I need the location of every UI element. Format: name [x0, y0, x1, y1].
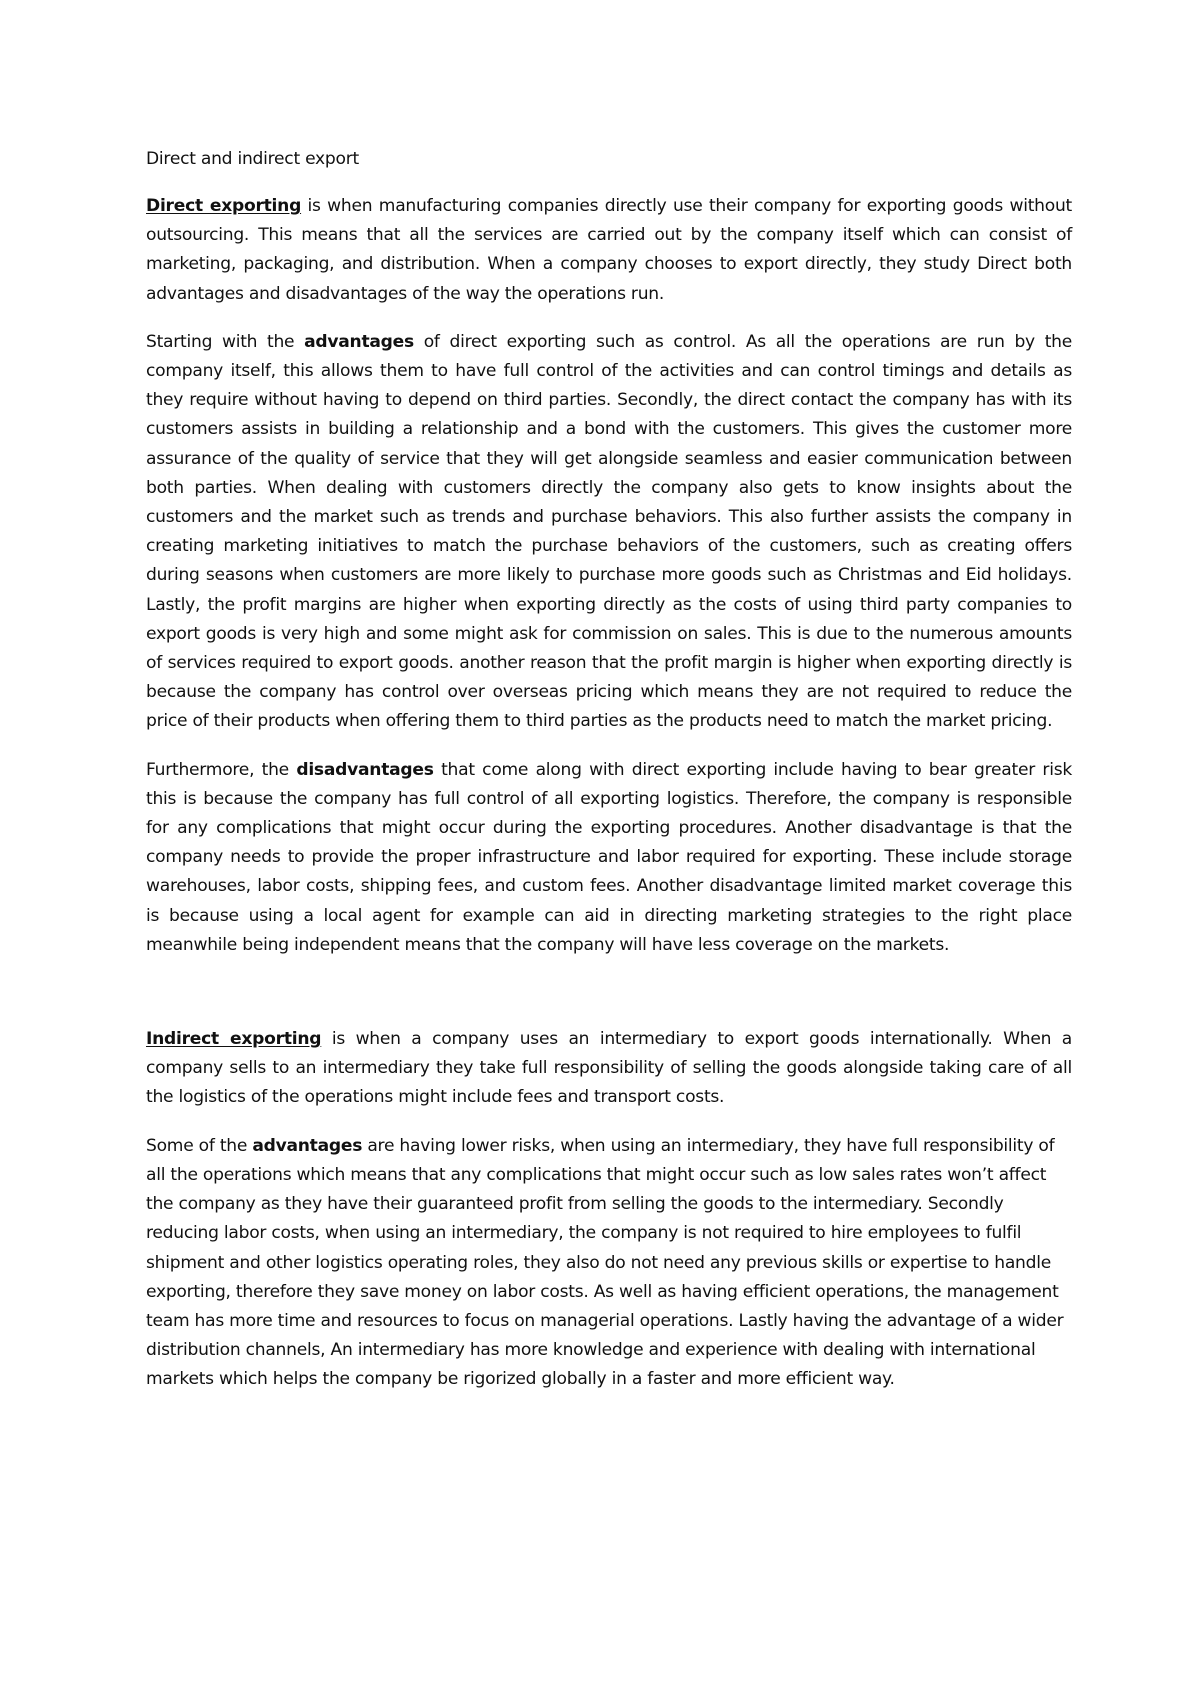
direct-exporting-definition-paragraph [146, 192, 1072, 309]
direct-disadvantages-paragraph [146, 756, 1072, 960]
document-title: Direct and indirect export [146, 149, 359, 169]
direct-disadvantages-lead: Furthermore, the [146, 759, 297, 780]
direct-advantages-keyword: advantages [304, 331, 414, 352]
direct-exporting-term: Direct exporting [146, 196, 302, 216]
direct-disadvantages-keyword: disadvantages [296, 759, 434, 780]
indirect-exporting-definition-text: is when a company uses an intermediary to export goods internationally. When a company sells to an intermediary they take full responsibility of selling the goods alongside taking care of all the logistics of the operations might include fees and transport costs. [146, 1029, 1072, 1108]
section-spacer [146, 979, 1072, 1025]
indirect-exporting-term: Indirect exporting [146, 1029, 322, 1050]
direct-advantages-text: of direct exporting such as control. As all the operations are run by the company itself, this allows them to have full control of the activities and can control timings and details as they require without having to depend on third parties. Secondly, the direct contact the company has with its customers assists in building a relationship and a bond with the customers. This gives the customer more assurance of the quality of service that they will get alongside seamless and easier communication between both parties. When dealing with customers directly the company also gets to know insights about the customers and the market such as trends and purchase behaviors. This also further assists the company in creating marketing initiatives to match the purchase behaviors of the customers, such as creating offers during seasons when customers are more likely to purchase more goods such as Christmas and Eid holidays. Lastly, the profit margins are higher when exporting directly as the costs of using third party companies to export goods is very high and some might ask for commission on sales. This is due to the numerous amounts of services required to export goods. another reason that the profit margin is higher when exporting directly is because the company has control over overseas pricing which means they are not required to reduce the price of their products when offering them to third parties as the products need to match the market pricing. [146, 331, 1072, 732]
indirect-advantages-keyword: advantages [252, 1135, 363, 1156]
direct-exporting-definition-text: is when manufacturing companies directly use their company for exporting goods without outsourcing. This means that all the services are carried out by the company itself which can consist of marketing, packaging, and distribution. When a company chooses to export directly, they study Direct both advantages and disadvantages of the way the operations run. [146, 196, 1072, 304]
indirect-advantages-text: are having lower risks, when using an intermediary, they have full responsibility of all the operations which means that any complications that might occur such as low sales rates won’t affect the company as they have their guaranteed profit from selling the goods to the intermediary. Secondly reducing labor costs, when using an intermediary, the company is not required to hire employees to fulfil shipment and other logistics operating roles, they also do not need any previous skills or expertise to handle exporting, therefore they save money on labor costs. As well as having efficient operations, the management team has more time and resources to focus on managerial operations. Lastly having the advantage of a wider distribution channels, An intermediary has more knowledge and experience with dealing with international markets which helps the company be rigorized globally in a faster and more efficient way. [146, 1135, 1064, 1390]
indirect-advantages-paragraph [146, 1132, 1072, 1395]
direct-advantages-paragraph [146, 328, 1072, 737]
direct-disadvantages-text: that come along with direct exporting include having to bear greater risk this is because the company has full control of all exporting logistics. Therefore, the company is responsible for any complications that might occur during the exporting procedures. Another disadvantage is that the company needs to provide the proper infrastructure and labor required for exporting. These include storage warehouses, labor costs, shipping fees, and custom fees. Another disadvantage limited market coverage this is because using a local agent for example can aid in directing marketing strategies to the right place meanwhile being independent means that the company will have less coverage on the markets. [146, 759, 1073, 955]
direct-advantages-lead: Starting with the [146, 331, 305, 352]
indirect-advantages-lead: Some of the [146, 1135, 253, 1156]
indirect-exporting-definition-paragraph [146, 1025, 1072, 1113]
